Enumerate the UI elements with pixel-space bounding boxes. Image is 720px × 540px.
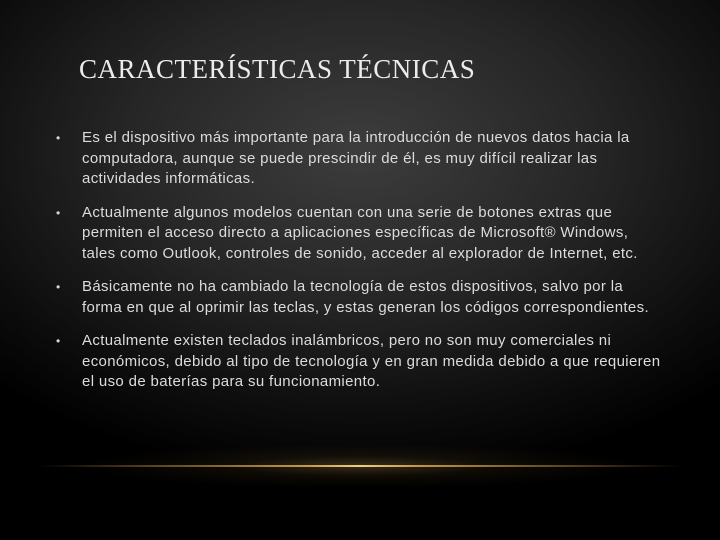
divider-line xyxy=(40,465,680,467)
bullet-text: Actualmente algunos modelos cuentan con una serie de botones extras que permiten el acceso directo a aplicaciones específicas de Microsoft® Windows, tales como Outlook, controles de sonido, acceder al explorador de Internet, etc. xyxy=(82,203,638,262)
bullet-list xyxy=(56,128,666,406)
bullet-icon: • xyxy=(56,280,61,294)
bullet-item xyxy=(56,203,666,265)
bullet-text: Básicamente no ha cambiado la tecnología de estos dispositivos, salvo por la forma en que al oprimir las teclas, y estas generan los códigos correspondientes. xyxy=(82,278,649,316)
slide-title: CARACTERÍSTICAS TÉCNICAS xyxy=(79,54,476,84)
divider-glow xyxy=(0,430,720,510)
bullet-icon: • xyxy=(56,131,61,145)
bullet-text: Es el dispositivo más importante para la introducción de nuevos datos hacia la computadora, aunque se puede prescindir de él, es muy difícil realizar las actividades informáticas. xyxy=(82,129,630,187)
bullet-item xyxy=(56,277,666,318)
bullet-item xyxy=(56,128,666,190)
bullet-icon: • xyxy=(56,205,61,220)
bullet-text: Actualmente existen teclados inalámbricos, pero no son muy comerciales ni económicos, debido al tipo de tecnología y en gran medida debido a que requieren el uso de baterías para su funcionamiento. xyxy=(82,332,661,390)
bullet-icon: • xyxy=(56,334,61,348)
bullet-item xyxy=(56,331,666,393)
